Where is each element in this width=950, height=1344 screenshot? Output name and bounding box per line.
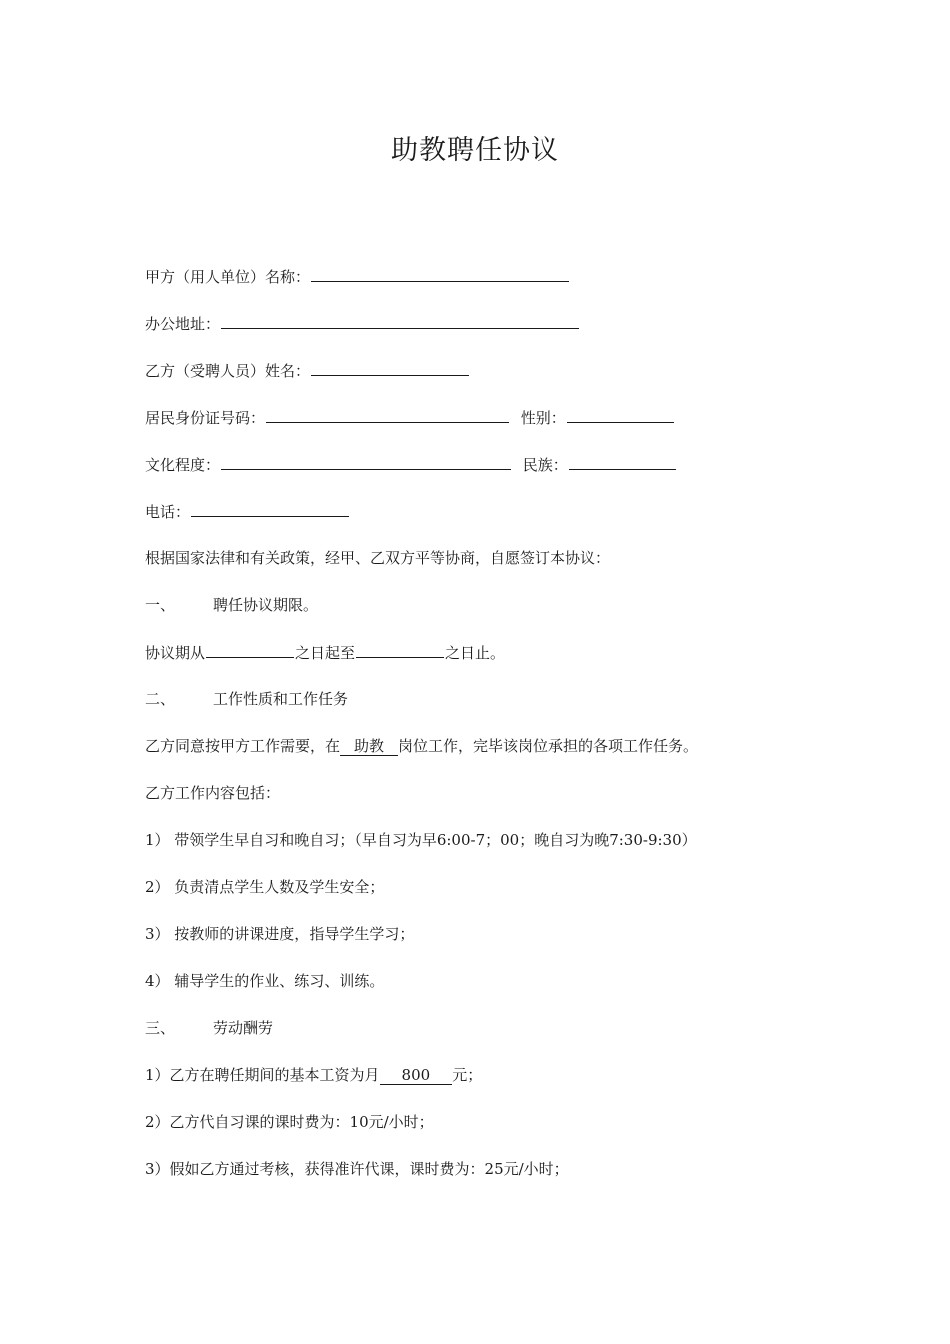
section2-number: 二、 [145, 690, 176, 708]
salary-row [145, 1065, 482, 1085]
office-address-row [145, 313, 580, 334]
section3-number: 三、 [145, 1019, 176, 1037]
salary-value: 800 [380, 1066, 453, 1085]
office-address-label: 办公地址： [145, 315, 221, 333]
phone-label: 电话： [145, 503, 191, 521]
position-value: 助教 [340, 737, 398, 756]
period-text-a: 协议期从 [145, 644, 206, 662]
office-address-blank[interactable] [221, 313, 579, 329]
salary-text-a: 1）乙方在聘任期间的基本工资为月 [145, 1066, 380, 1084]
intro-text: 根据国家法律和有关政策，经甲、乙双方平等协商，自愿签订本协议： [145, 549, 611, 567]
agreement-period-row [145, 642, 505, 663]
salary-text-b: 元； [452, 1066, 483, 1084]
gender-label: 性别： [520, 409, 566, 427]
party-b-name-blank[interactable] [311, 360, 469, 376]
ethnicity-label: 民族： [522, 456, 568, 474]
position-row [145, 736, 698, 756]
id-number-row [145, 407, 675, 428]
section3-heading [145, 1018, 273, 1038]
work-item: 4） 辅导学生的作业、练习、训练。 [145, 972, 385, 990]
party-a-name-label: 甲方（用人单位）名称： [145, 268, 311, 286]
period-text-c: 之日止。 [445, 644, 506, 662]
work-item: 1） 带领学生早自习和晚自习；（早自习为早6:00-7；00；晚自习为晚7:30-9:30） [145, 831, 697, 849]
phone-blank[interactable] [191, 501, 349, 517]
start-date-blank[interactable] [206, 642, 294, 658]
work-item: 2） 负责清点学生人数及学生安全； [145, 878, 385, 896]
id-number-label: 居民身份证号码： [145, 409, 266, 427]
study-hour-fee: 2）乙方代自习课的课时费为：10元/小时； [145, 1113, 434, 1131]
class-hour-fee: 3）假如乙方通过考核，获得准许代课，课时费为：25元/小时； [145, 1160, 569, 1178]
position-text-b: 岗位工作，完毕该岗位承担的各项工作任务。 [398, 737, 699, 755]
ethnicity-blank[interactable] [569, 454, 676, 470]
phone-row [145, 501, 350, 522]
work-content-intro: 乙方工作内容包括： [145, 784, 281, 802]
section3-title: 劳动酬劳 [213, 1019, 274, 1037]
section1-number: 一、 [145, 596, 176, 614]
education-label: 文化程度： [145, 456, 221, 474]
work-item: 3） 按教师的讲课进度，指导学生学习； [145, 925, 415, 943]
section2-heading [145, 689, 348, 709]
education-blank[interactable] [221, 454, 511, 470]
section1-heading [145, 595, 318, 615]
party-b-name-label: 乙方（受聘人员）姓名： [145, 362, 311, 380]
period-text-b: 之日起至 [295, 644, 356, 662]
party-a-name-row [145, 266, 570, 287]
position-text-a: 乙方同意按甲方工作需要，在 [145, 737, 341, 755]
party-b-name-row [145, 360, 470, 381]
document-title: 助教聘任协议 [391, 135, 559, 166]
end-date-blank[interactable] [356, 642, 444, 658]
section2-title: 工作性质和工作任务 [213, 690, 349, 708]
section1-title: 聘任协议期限。 [213, 596, 319, 614]
education-row [145, 454, 677, 475]
party-a-name-blank[interactable] [311, 266, 569, 282]
id-number-blank[interactable] [266, 407, 509, 423]
gender-blank[interactable] [567, 407, 674, 423]
